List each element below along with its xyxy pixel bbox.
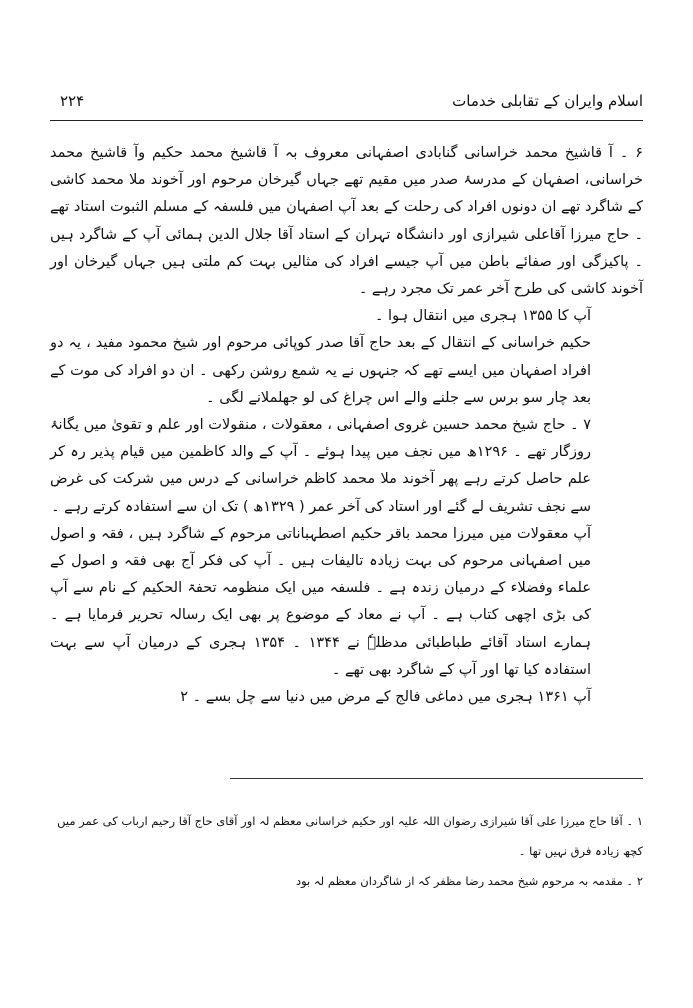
footnote-divider xyxy=(230,778,643,779)
page-number: ۲۲۴ xyxy=(60,92,85,110)
book-title: اسلام وایران کے تقابلی خدمات xyxy=(452,92,643,110)
body-text xyxy=(50,140,643,711)
paragraph: آپ کا ۱۳۵۵ ہجری میں انتقال ہوا ۔ xyxy=(374,308,591,325)
paragraph: آپ ۱۳۶۱ ہجری میں دماغی فالج کے مرض میں دنیا سے چل بسے ۔ ۲ xyxy=(180,689,591,706)
paragraph: حکیم خراسانی کے انتقال کے بعد حاج آقا صدر کوپائی مرحوم اور شیخ محمود مفید ، یہ دو افراد اصفہان میں ایسے تھے کہ جنہوں نے یہ شمع روشن رکھی ۔ ان دو افراد کی موت کے بعد چار سو برس سے جلنے والے اس چراغ کی لو جھلملانے لگی ۔ xyxy=(50,335,591,406)
paragraph: آپ معقولات میں میرزا محمد باقر حکیم اصطہباناتی مرحوم کے شاگرد ہیں ، فقہ و اصول میں اصفہانی مرحوم کی بہت زیادہ تالیفات ہیں ۔ آپ کی فکر آج بھی فقہ و اصول کے علماء وفضلاء کے درمیان زندہ ہے ۔ فلسفہ میں ایک منظومہ تحفۃ الحکیم کے نام سے آپ کی بڑی اچھی کتاب ہے ۔ آپ نے معاد کے موضوع پر بھی ایک رسالہ تحریر فرمایا ہے ۔ ہمارے استاد آقائے طباطبائی مدظلہٗ نے ۱۳۴۴ ۔ ۱۳۵۴ ہجری کے درمیان آپ سے بہت استفادہ کیا تھا اور آپ کے شاگرد بھی تھے ۔ xyxy=(50,525,592,678)
paragraph: ۶ ۔ آ قاشیخ محمد خراسانی گنابادی اصفہانی معروف بہ آ قاشیخ محمد حکیم وآ قاشیخ محمد خراسانی، اصفہان کے مدرسۂ صدر میں مقیم تھے جہاں گیرخان مرحوم اور آخوند ملا محمد کاشی کے شاگرد تھے ان دونوں افراد کی رحلت کے بعد آپ اصفہان میں فلسفہ کے مسلم الثبوت استاد تھے ۔ حاج میرزا آقاعلی شیرازی اور دانشگاہ تہران کے استاد آقا جلال الدین ہمائی آپ کے شاگرد ہیں ۔ پاکیزگی اور صفائے باطن میں آپ جیسے افراد کی مثالیں بہت کم ملتی ہیں جہاں گیرخان اور آخوند کاشی کی طرح آخر عمر تک مجرد رہے ۔ xyxy=(50,145,643,298)
footnote: ۲ ۔ مقدمہ بہ مرحوم شیخ محمد رضا مظفر کہ از شاگردان معظم لہ بود xyxy=(296,874,643,888)
footnotes xyxy=(50,806,643,896)
running-header xyxy=(50,88,643,118)
paragraph: ۷ ۔ حاج شیخ محمد حسین غروی اصفہانی ، معقولات ، منقولات اور علم و تقویٰ میں یگانۂ روزگار تھے ۔ ۱۲۹۶ھ میں نجف میں پیدا ہوئے ۔ آپ کے والد کاظمین میں قیام پذیر رہ کر علم حاصل کرتے رہے پھر آخوند ملا محمد کاظم خراسانی کے درس میں شرکت کی غرض سے نجف تشریف لے گئے اور استاد کی آخر عمر ( ۱۳۲۹ھ ) تک ان سے استفادہ کرتے رہے ۔ xyxy=(50,417,591,515)
header-divider xyxy=(50,120,643,121)
footnote: ۱ ۔ آقا حاج میرزا علی آقا شیرازی رضوان اللہ علیہ اور حکیم خراسانی معظم لہ اور آقای حاج آقا رحیم ارباب کی عمر میں کچھ زیادہ فرق نہیں تھا ۔ xyxy=(57,814,643,858)
